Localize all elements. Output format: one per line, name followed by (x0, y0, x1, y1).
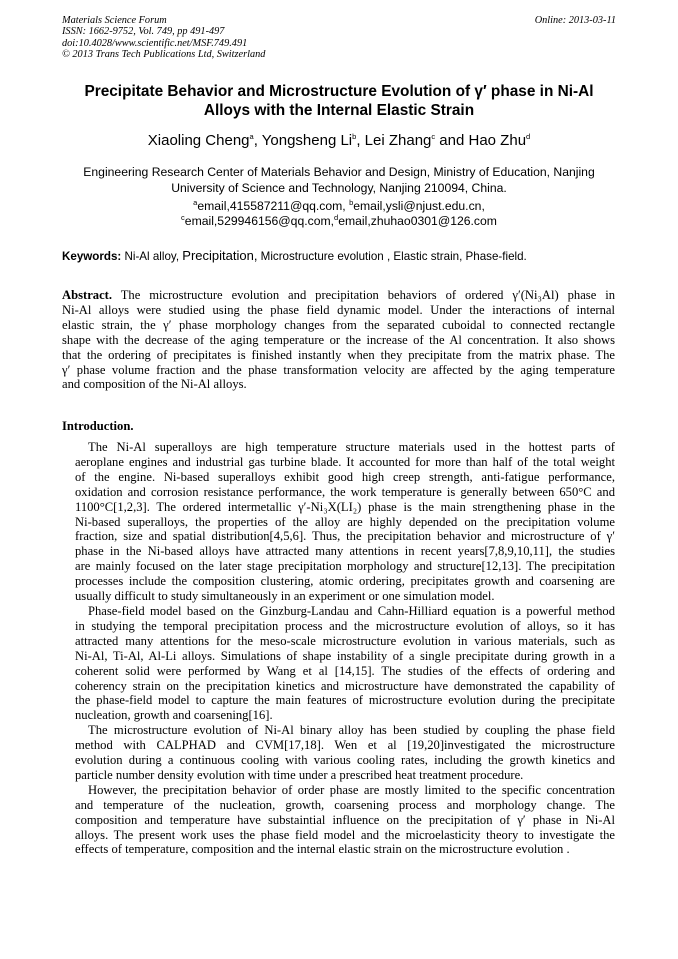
paper-title (62, 82, 616, 120)
email-address[interactable]: email,zhuhao0301@126.com (338, 213, 497, 228)
journal-header (62, 15, 265, 61)
text-line: method with CALPHAD and CVM[17,18]. Wen et al [19,20]investigated the microstructure (75, 738, 615, 753)
text-line: the phase-field model to capture the main features of microstructure evolution during the precipitate (75, 693, 615, 708)
paragraph (62, 783, 615, 858)
email-mark: a (193, 197, 198, 207)
paragraph (62, 440, 615, 604)
text-line: phase in the Ni-based alloys have attracted many attentions in recent years[7,8,9,10,11], the studies (75, 544, 615, 559)
email-line-2 (62, 214, 616, 229)
abstract-label: Abstract. (62, 288, 113, 302)
affiliation-line-2: University of Science and Technology, Nanjing 210094, China. (171, 181, 507, 195)
abstract-text: The microstructure evolution and precipitation behaviors of ordered γ′(Ni₃Al) phase in (112, 288, 615, 302)
text-line: However, the precipitation behavior of order phase are mostly limited to the specific concentration (88, 782, 615, 797)
text-line: coherent solid were performed by Wang et al [14,15]. The studies of the effects of ordering and (75, 663, 615, 678)
text-line: effects of temperature, composition and the internal elastic strain on the microstructure evolution . (75, 842, 570, 857)
email-address[interactable]: email,ysli@njust.edu.cn, (353, 199, 485, 213)
text-line: processes include the composition clustering, atomic ordering, precipitates growth and coarsening are (75, 574, 615, 589)
abstract-line: that the ordering of precipitates is finished instantly when they precipitate from the matrix phase. The (62, 347, 615, 362)
text-line: alloys. The present work uses the phase field model and the microelasticity theory to investigate the (75, 827, 615, 842)
text-line: evolution during a continuous cooling with various cooling rates, including the growth kinetics and (75, 753, 615, 768)
email-mark: b (349, 197, 354, 207)
email-address[interactable]: email,529946156@qq.com, (184, 213, 335, 228)
author-mark: a (249, 132, 254, 141)
abstract-line: shape with the decrease of the aging temperature or the increase of the Al concentration. It also shows (62, 332, 615, 347)
abstract-line: elastic strain, the γ′ phase morphology changes from the separated cuboidal to connected rectangle (62, 317, 615, 332)
text-line: The Ni-Al superalloys are high temperature structure materials used in the hottest parts of (88, 440, 615, 454)
text-line: oxidation and corrosion resistance performance, the work temperature is generally between 650°C and (75, 484, 615, 499)
abstract (62, 288, 615, 392)
text-line: Ni-Al, Ti-Al, Al-Li alloys. Simulations of shape instability of a single precipitate during growth in a (75, 648, 615, 663)
keyword-text: Precipitation, (182, 248, 258, 263)
paragraph (62, 604, 615, 723)
email-address[interactable]: email,415587211@qq.com, (197, 199, 350, 213)
title-line-1: Precipitate Behavior and Microstructure Evolution of γ′ phase in Ni-Al (84, 83, 594, 100)
abstract-line: and composition of the Ni-Al alloys. (62, 377, 247, 392)
email-line-1 (62, 199, 616, 214)
text-line: 1100°C[1,2,3]. The ordered intermetallic γ′-Ni₃X(LI₂) phase is the main strengthening phase in the (75, 499, 615, 514)
author-mark: d (526, 132, 531, 141)
text-line: attracted many attentions for the meso-scale microstructure evolution in various materials, such as (75, 633, 615, 648)
affiliation-line-1: Engineering Research Center of Materials Behavior and Design, Ministry of Education, Nanjing (83, 165, 595, 179)
author-mark: c (431, 132, 436, 141)
text-line: nucleation, growth and coarsening[16]. (75, 708, 273, 723)
section-heading-introduction: Introduction. (62, 419, 134, 433)
text-line: The microstructure evolution of Ni-Al binary alloy has been studied by coupling the phase field (88, 723, 615, 738)
text-line: in studying the temporal precipitation process and the microstructure evolution of alloys, so it has (75, 618, 615, 633)
text-line: aeroplane engines and industrial gas turbine blade. It accounted for more than half of the total weight (75, 454, 615, 469)
paragraph (62, 723, 615, 783)
copyright-line: © 2013 Trans Tech Publications Ltd, Switzerland (62, 49, 266, 61)
email-mark: c (181, 212, 185, 222)
keyword-text: Microstructure evolution , Elastic strain, Phase-field. (257, 250, 527, 263)
text-line: and temperature of the nucleation, growth, coarsening process and morphology change. The (75, 797, 615, 812)
text-line: coherency strain on the precipitation kinetics and microstructure have demonstrated the capability of (75, 678, 615, 693)
email-list (62, 199, 616, 228)
text-line: usually difficult to study simultaneously in an experiment or one simulation model. (75, 589, 495, 604)
text-line: of the engine. Ni-based superalloys exhibit good high creep strength, anti-fatigue performance, (75, 469, 615, 484)
author-name: Yongsheng Li (261, 132, 353, 149)
text-line: Phase-field model based on the Ginzburg-Landau and Cahn-Hilliard equation is a powerful method (88, 603, 615, 618)
issn-line: ISSN: 1662-9752, Vol. 749, pp 491-497 (62, 26, 225, 38)
author-name: Xiaoling Cheng (147, 132, 250, 149)
email-mark: d (334, 212, 339, 222)
text-line: Ni-based superalloys, the properties of the alloy are highly depended on the precipitation volume (75, 514, 615, 529)
keywords-line (62, 248, 616, 265)
text-line: composition and temperature have substaintial influence on the precipitation of γ′ phase in Ni-Al (75, 812, 615, 827)
keyword-text: Ni-Al alloy, (121, 250, 183, 263)
text-line: are mainly focused on the later stage precipitation morphology and structure[12,13]. The precipitation (75, 559, 615, 574)
author-name: Hao Zhu (468, 132, 527, 149)
journal-name: Materials Science Forum (62, 15, 167, 26)
title-line-2: Alloys with the Internal Elastic Strain (203, 102, 475, 119)
abstract-line: Ni-Al alloys were studied using the phase field dynamic model. Under the interactions of internal (62, 302, 615, 317)
online-date: Online: 2013-03-11 (534, 15, 616, 26)
author-name: Lei Zhang (364, 132, 432, 149)
author-list: Xiaoling Cheng$^a$, Yongsheng Li$^b$, Lei Zhang$^c$ and Hao Zhu$^d$ (147, 132, 531, 149)
affiliation (62, 164, 616, 196)
text-line: particle number density evolution with time under a prescribed heat treatment procedure. (75, 767, 524, 782)
doi-line: doi:10.4028/www.scientific.net/MSF.749.491 (62, 37, 248, 49)
introduction-body (62, 440, 615, 857)
abstract-line: γ′ phase volume fraction and the phase transformation velocity are affected by the aging temperature (62, 362, 615, 377)
text-line: fraction, size and spatial distribution[4,5,6]. Thus, the precipitation behavior and microstructure of γ′ (75, 529, 615, 544)
author-mark: b (352, 132, 357, 141)
keywords-label: Keywords: (62, 250, 122, 263)
abstract-line (62, 288, 615, 303)
